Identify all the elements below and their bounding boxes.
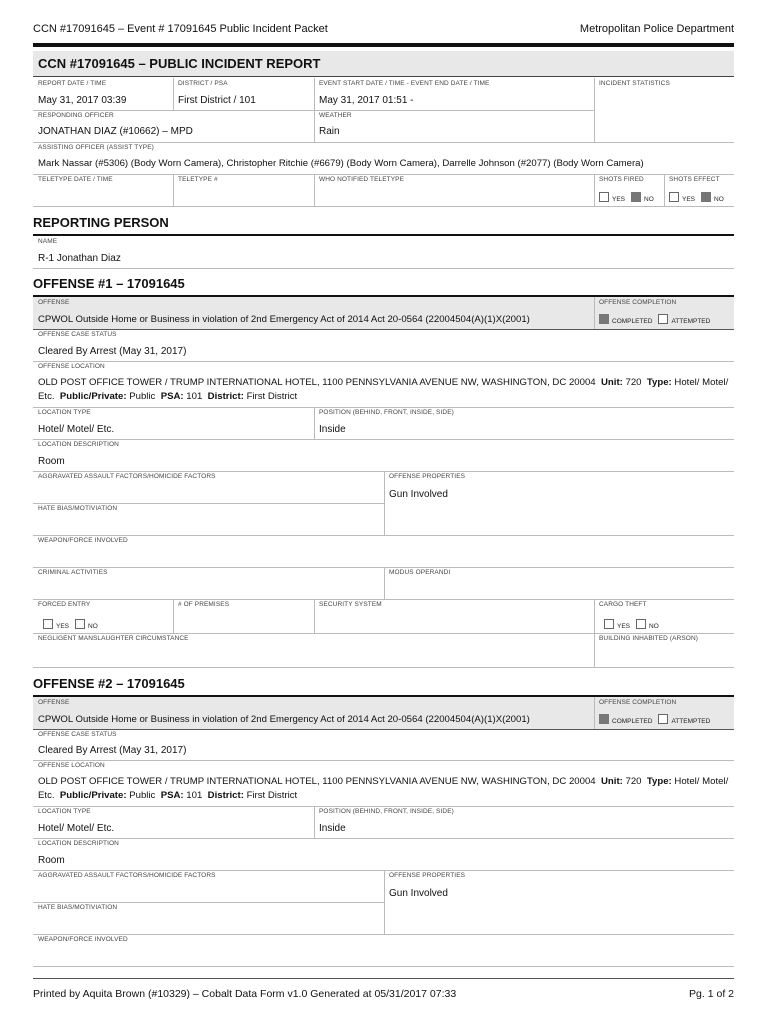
offense-1-heading: OFFENSE #1 – 17091645 — [33, 276, 185, 291]
report-title: CCN #17091645 – PUBLIC INCIDENT REPORT — [38, 56, 321, 71]
shots-fired-no-checkbox[interactable] — [631, 192, 641, 202]
offense-1-location-type: Hotel/ Motel/ Etc. — [38, 424, 115, 435]
no-label: NO — [649, 623, 659, 630]
report-date-label: REPORT DATE / TIME — [38, 80, 107, 87]
psa-label: PSA: — [160, 391, 184, 402]
shots-fired-label: SHOTS FIRED — [599, 176, 644, 183]
who-notified-label: WHO NOTIFIED TELETYPE — [319, 176, 405, 183]
offense-case-status-label: OFFENSE CASE STATUS — [38, 331, 117, 338]
offense-1-location-cell — [33, 361, 734, 407]
offense-2-location-cell — [33, 760, 734, 806]
responding-officer-cell — [33, 110, 314, 142]
header-rule — [33, 43, 734, 47]
offense-1-properties: Gun Involved — [389, 489, 448, 500]
name-label: NAME — [38, 238, 58, 245]
offense-2-location-line-1 — [38, 776, 728, 787]
attempted-label: ATTEMPTED — [671, 318, 711, 325]
offense-completion-label: OFFENSE COMPLETION — [599, 699, 677, 706]
offense-properties-label: OFFENSE PROPERTIES — [389, 473, 466, 480]
offense-location-label: OFFENSE LOCATION — [38, 363, 105, 370]
who-notified-cell — [314, 174, 594, 206]
forced-entry-yes-checkbox[interactable] — [43, 619, 53, 629]
responding-officer-value: JONATHAN DIAZ (#10662) – MPD — [38, 126, 193, 137]
offense-2-location-desc-cell — [33, 838, 734, 870]
offense-2-completed-checkbox[interactable] — [599, 714, 609, 724]
teletype-number-label: TELETYPE # — [178, 176, 218, 183]
teletype-date-label: TELETYPE DATE / TIME — [38, 176, 113, 183]
location-type-label: LOCATION TYPE — [38, 808, 91, 815]
offense-1-position-cell — [314, 407, 734, 439]
offense-1-location-line-2 — [38, 391, 297, 402]
criminal-activities-label: CRIMINAL ACTIVITIES — [38, 569, 108, 576]
district-cell — [173, 78, 314, 110]
offense-2-heading: OFFENSE #2 – 17091645 — [33, 676, 185, 691]
modus-operandi-label: MODUS OPERANDI — [389, 569, 451, 576]
offense-1-position: Inside — [319, 424, 346, 435]
offense-properties-label: OFFENSE PROPERTIES — [389, 872, 466, 879]
location-description-label: LOCATION DESCRIPTION — [38, 441, 119, 448]
shots-effect-cell — [664, 174, 734, 206]
offense-2-unit: 720 — [625, 776, 642, 787]
offense-1-building-cell — [594, 633, 734, 667]
incident-statistics-cell — [594, 78, 734, 142]
offense-1-completed-checkbox[interactable] — [599, 314, 609, 324]
assisting-officer-value: Mark Nassar (#5306) (Body Worn Camera), Christopher Ritchie (#6679) (Body Worn Camera), Darrelle Johnson (#2077) (Body Worn Camera) — [38, 158, 644, 169]
district-label: DISTRICT / PSA — [178, 80, 228, 87]
event-date-label: EVENT START DATE / TIME - EVENT END DATE / TIME — [319, 80, 490, 87]
yes-label: YES — [56, 623, 70, 630]
yes-label: YES — [617, 623, 631, 630]
teletype-number-cell — [173, 174, 314, 206]
event-date-cell — [314, 78, 594, 110]
page-footer — [33, 988, 734, 1000]
yes-label: YES — [682, 196, 696, 203]
no-label: NO — [714, 196, 724, 203]
offense-2-district: First District — [246, 790, 298, 801]
responding-officer-label: RESPONDING OFFICER — [38, 112, 114, 119]
page-number: Pg. 1 of 2 — [689, 988, 734, 1000]
offense-1-status-value: Cleared By Arrest (May 31, 2017) — [38, 346, 187, 357]
no-label: NO — [88, 623, 98, 630]
weather-value: Rain — [319, 126, 340, 137]
header-left-text: CCN #17091645 – Event # 17091645 Public Incident Packet — [33, 23, 328, 35]
weapon-force-label: WEAPON/FORCE INVOLVED — [38, 936, 128, 943]
negligent-manslaughter-label: NEGLIGENT MANSLAUGHTER CIRCUMSTANCE — [38, 635, 189, 642]
offense-completion-label: OFFENSE COMPLETION — [599, 299, 677, 306]
offense-label: OFFENSE — [38, 299, 70, 306]
offense-1-negligent-cell — [33, 633, 594, 667]
offense-label: OFFENSE — [38, 699, 70, 706]
offense-2-hate-bias-cell — [33, 902, 384, 934]
shots-fired-yes-checkbox[interactable] — [599, 192, 609, 202]
premises-label: # OF PREMISES — [178, 601, 230, 608]
shots-effect-yes-checkbox[interactable] — [669, 192, 679, 202]
offense-1-location-type-cell — [33, 407, 314, 439]
type-label: Type: — [646, 377, 672, 388]
offense-2-completion-cell — [594, 697, 734, 729]
building-inhabited-label: BUILDING INHABITED (ARSON) — [599, 635, 699, 642]
offense-1-psa: 101 — [186, 391, 203, 402]
offense-2-aggravated-cell — [33, 870, 384, 902]
reporting-person-name-cell — [33, 236, 734, 268]
hate-bias-label: HATE BIAS/MOTIVIATION — [38, 904, 118, 911]
assisting-officer-cell — [33, 142, 734, 174]
header-right-text: Metropolitan Police Department — [579, 23, 734, 35]
offense-2-status-value: Cleared By Arrest (May 31, 2017) — [38, 745, 187, 756]
offense-1-status-cell — [33, 329, 734, 361]
offense-1-offense-cell — [33, 297, 594, 329]
offense-2-location-line-2 — [38, 790, 297, 801]
footer-printed-by: Printed by Aquita Brown (#10329) – Cobalt Data Form v1.0 Generated at 05/31/2017 07:33 — [33, 988, 457, 1000]
offense-1-completion-cell — [594, 297, 734, 329]
offense-2-offense-value: CPWOL Outside Home or Business in violation of 2nd Emergency Act of 2014 Act 20-0564 (22004504(A)(1)X(2001) — [38, 714, 530, 725]
offense-1-unit: 720 — [625, 377, 642, 388]
shots-effect-label: SHOTS EFFECT — [669, 176, 720, 183]
offense-1-offense-value: CPWOL Outside Home or Business in violation of 2nd Emergency Act of 2014 Act 20-0564 (22004504(A)(1)X(2001) — [38, 314, 530, 325]
forced-entry-label: FORCED ENTRY — [38, 601, 91, 608]
offense-2-position-cell — [314, 806, 734, 838]
location-type-label: LOCATION TYPE — [38, 409, 91, 416]
offense-1-public-private: Public — [129, 391, 156, 402]
offense-1-aggravated-cell — [33, 471, 384, 503]
completed-label: COMPLETED — [612, 718, 653, 725]
weather-cell — [314, 110, 594, 142]
offense-2-position: Inside — [319, 823, 346, 834]
offense-1-location-address: OLD POST OFFICE TOWER / TRUMP INTERNATIONAL HOTEL, 1100 PENNSYLVANIA AVENUE NW, WASHINGTON, DC 20004 — [38, 377, 596, 388]
district-value: First District / 101 — [178, 95, 256, 106]
hate-bias-label: HATE BIAS/MOTIVIATION — [38, 505, 118, 512]
offense-1-forced-entry-cell — [33, 599, 173, 633]
aggravated-factors-label: AGGRAVATED ASSAULT FACTORS/HOMICIDE FACTORS — [38, 473, 216, 480]
offense-1-location-desc-cell — [33, 439, 734, 471]
yes-label: YES — [612, 196, 626, 203]
public-private-label: Public/Private: — [59, 391, 127, 402]
aggravated-factors-label: AGGRAVATED ASSAULT FACTORS/HOMICIDE FACTORS — [38, 872, 216, 879]
offense-1-hate-bias-cell — [33, 503, 384, 535]
assisting-officer-label: ASSISTING OFFICER (ASSIST TYPE) — [38, 144, 154, 151]
location-description-label: LOCATION DESCRIPTION — [38, 840, 119, 847]
offense-2-properties: Gun Involved — [389, 888, 448, 899]
offense-2-attempted-checkbox[interactable] — [658, 714, 668, 724]
offense-2-type: Hotel/ Motel/ — [674, 776, 729, 787]
event-date-value: May 31, 2017 01:51 - — [319, 95, 414, 106]
offense-2-location-address: OLD POST OFFICE TOWER / TRUMP INTERNATIONAL HOTEL, 1100 PENNSYLVANIA AVENUE NW, WASHINGTON, DC 20004 — [38, 776, 596, 787]
offense-1-weapon-cell — [33, 535, 734, 567]
offense-1-security-cell — [314, 599, 594, 633]
type-label: Type: — [646, 776, 672, 787]
offense-1-district: First District — [246, 391, 298, 402]
unit-label: Unit: — [600, 377, 623, 388]
offense-1-type: Hotel/ Motel/ — [674, 377, 729, 388]
offense-1-location-desc: Room — [38, 456, 65, 467]
cargo-theft-yes-checkbox[interactable] — [604, 619, 614, 629]
completed-label: COMPLETED — [612, 318, 653, 325]
offense-2-status-cell — [33, 729, 734, 761]
offense-2-offense-cell — [33, 697, 594, 729]
offense-2-type-cont: Etc. — [38, 790, 55, 801]
security-system-label: SECURITY SYSTEM — [319, 601, 382, 608]
psa-label: PSA: — [160, 790, 184, 801]
offense-2-psa: 101 — [186, 790, 203, 801]
offense-2-public-private: Public — [129, 790, 156, 801]
district-inline-label: District: — [207, 790, 244, 801]
offense-2-location-type: Hotel/ Motel/ Etc. — [38, 823, 115, 834]
offense-2-location-desc: Room — [38, 855, 65, 866]
attempted-label: ATTEMPTED — [671, 718, 711, 725]
unit-label: Unit: — [600, 776, 623, 787]
offense-location-label: OFFENSE LOCATION — [38, 762, 105, 769]
cargo-theft-label: CARGO THEFT — [599, 601, 647, 608]
offense-1-properties-cell — [384, 471, 734, 535]
offense-1-attempted-checkbox[interactable] — [658, 314, 668, 324]
public-private-label: Public/Private: — [59, 790, 127, 801]
offense-1-criminal-cell — [33, 567, 384, 599]
teletype-date-cell — [33, 174, 173, 206]
shots-effect-no-checkbox[interactable] — [701, 192, 711, 202]
offense-1-type-cont: Etc. — [38, 391, 55, 402]
offense-case-status-label: OFFENSE CASE STATUS — [38, 731, 117, 738]
position-label: POSITION (BEHIND, FRONT, INSIDE, SIDE) — [319, 409, 454, 416]
weather-label: WEATHER — [319, 112, 352, 119]
offense-2-location-type-cell — [33, 806, 314, 838]
incident-statistics-label: INCIDENT STATISTICS — [599, 80, 670, 87]
reporting-person-heading: REPORTING PERSON — [33, 215, 169, 230]
report-date-value: May 31, 2017 03:39 — [38, 95, 127, 106]
offense-1-premises-cell — [173, 599, 314, 633]
offense-1-modus-cell — [384, 567, 734, 599]
report-title-bar — [33, 51, 734, 77]
district-inline-label: District: — [207, 391, 244, 402]
report-date-cell — [33, 78, 173, 110]
weapon-force-label: WEAPON/FORCE INVOLVED — [38, 537, 128, 544]
offense-2-properties-cell — [384, 870, 734, 934]
forced-entry-no-checkbox[interactable] — [75, 619, 85, 629]
reporting-person-name: R-1 Jonathan Diaz — [38, 253, 121, 264]
offense-2-weapon-cell — [33, 934, 734, 966]
offense-1-location-line-1 — [38, 377, 728, 388]
shots-fired-cell — [594, 174, 664, 206]
offense-1-cargo-cell — [594, 599, 734, 633]
cargo-theft-no-checkbox[interactable] — [636, 619, 646, 629]
position-label: POSITION (BEHIND, FRONT, INSIDE, SIDE) — [319, 808, 454, 815]
no-label: NO — [644, 196, 654, 203]
